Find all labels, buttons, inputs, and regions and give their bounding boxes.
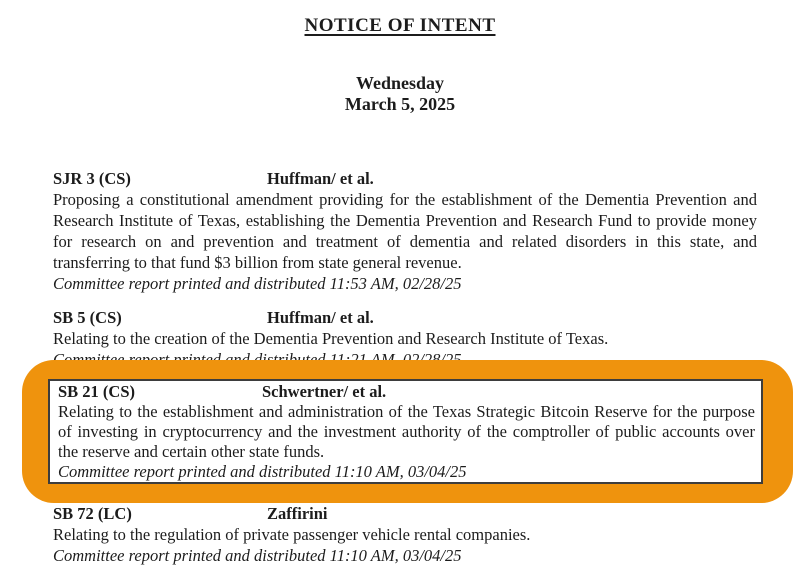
bill-entry-sjr3 — [53, 168, 757, 294]
bill-description: Relating to the regulation of private passenger vehicle rental companies. — [53, 525, 531, 544]
highlight-annotation-box — [22, 360, 793, 503]
bill-heading — [53, 503, 757, 524]
bill-author: Huffman/ et al. — [267, 308, 374, 327]
highlight-inner-panel — [48, 379, 763, 484]
bill-heading — [58, 382, 755, 402]
bill-author: Schwertner/ et al. — [262, 382, 387, 401]
bill-description: Proposing a constitutional amendment providing for the establishment of the Dementia Prevention and Research Institute of Texas, establishing the Dementia Prevention and Research Fund to provide money for research on and prevention and treatment of dementia and related disorders in this state, and transferring to that fund $3 billion from state general revenue. — [53, 190, 757, 272]
bill-entry-sb72 — [53, 503, 757, 566]
bill-number: SB 5 (CS) — [53, 308, 122, 327]
bill-description: Relating to the establishment and administration of the Texas Strategic Bitcoin Reserve for the purpose of investing in cryptocurrency and the investment authority of the comptroller of public accounts over the reserve and certain other state funds. — [58, 402, 755, 461]
bill-number: SJR 3 (CS) — [53, 169, 131, 188]
date-block — [0, 73, 800, 115]
bill-author: Zaffirini — [267, 504, 328, 523]
date-full: March 5, 2025 — [344, 94, 456, 114]
committee-note: Committee report printed and distributed 11:10 AM, 03/04/25 — [58, 462, 467, 481]
bill-heading — [53, 168, 757, 189]
bill-number: SB 21 (CS) — [58, 382, 136, 401]
bill-number: SB 72 (LC) — [53, 504, 132, 523]
date-weekday: Wednesday — [355, 73, 445, 93]
committee-note: Committee report printed and distributed 11:10 AM, 03/04/25 — [53, 546, 462, 565]
page-title: NOTICE OF INTENT — [304, 15, 496, 36]
committee-note: Committee report printed and distributed 11:53 AM, 02/28/25 — [53, 274, 462, 293]
bill-heading — [53, 307, 757, 328]
bill-entry-sb21 — [50, 381, 761, 482]
bill-description: Relating to the creation of the Dementia Prevention and Research Institute of Texas. — [53, 329, 609, 348]
bill-author: Huffman/ et al. — [267, 169, 374, 188]
